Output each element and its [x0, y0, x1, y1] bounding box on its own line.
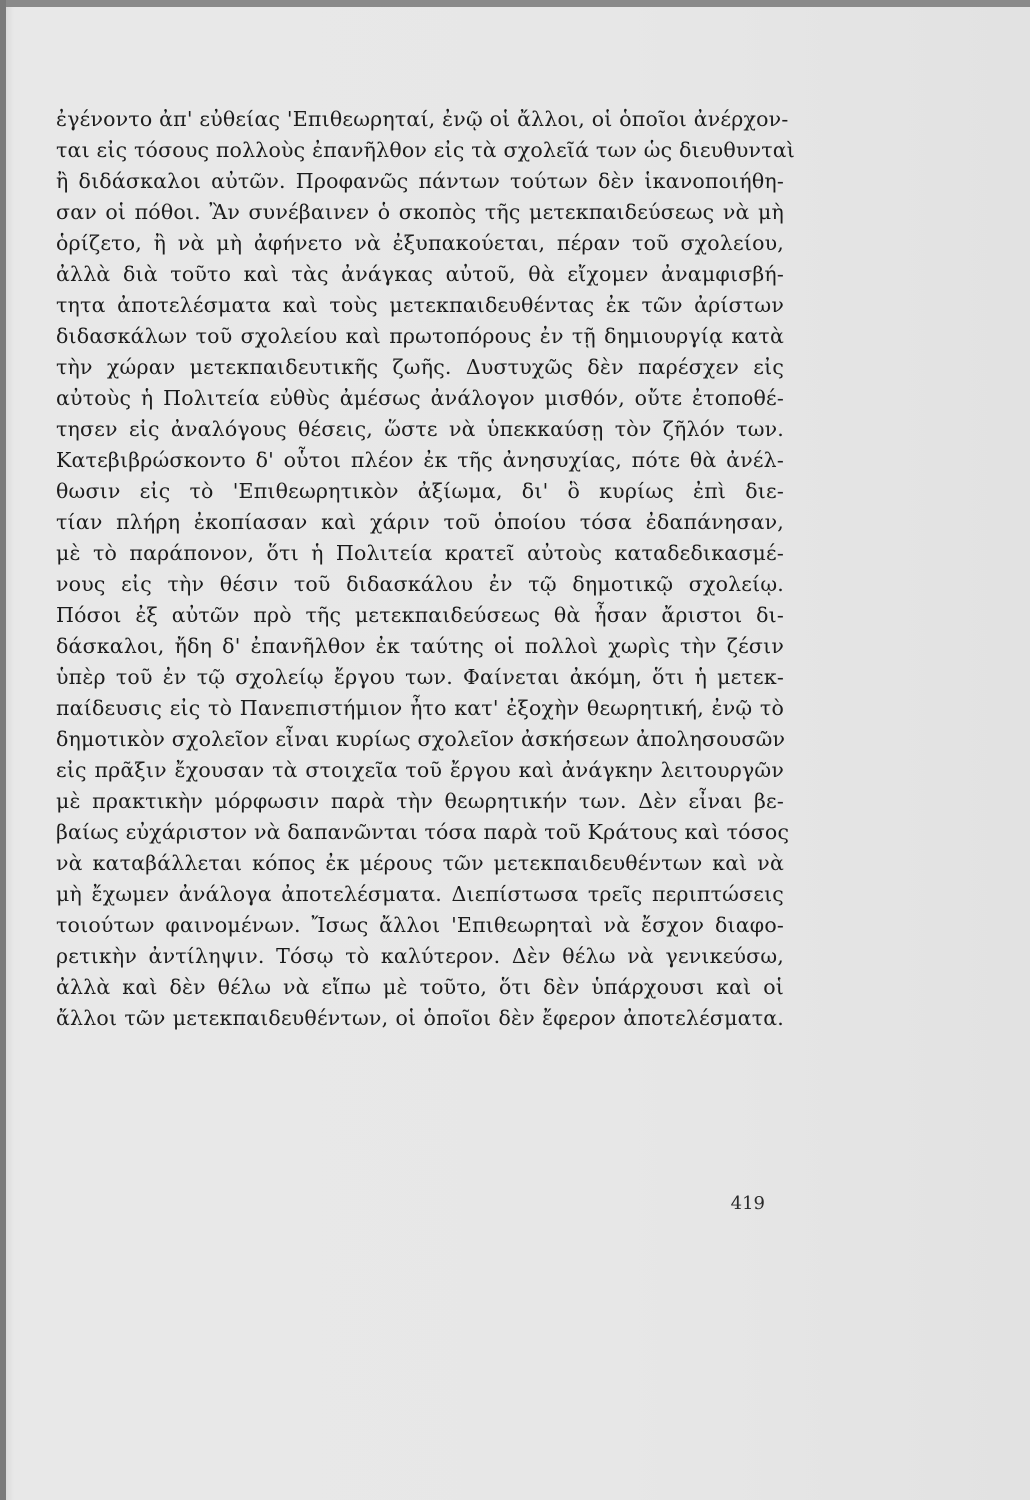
text-line: ἀλλὰ διὰ τοῦτο καὶ τὰς ἀνάγκας αὐτοῦ, θὰ εἴχομεν ἀναμφισβή- — [56, 262, 784, 286]
text-line: τοιούτων φαινομένων. Ἴσως ἄλλοι 'Επιθεωρηταὶ νὰ ἔσχον διαφο- — [56, 913, 784, 937]
text-line: τητα ἀποτελέσματα καὶ τοὺς μετεκπαιδευθέντας ἐκ τῶν ἀρίστων — [56, 293, 784, 317]
text-line: νους εἰς τὴν θέσιν τοῦ διδασκάλου ἐν τῷ δημοτικῷ σχολείῳ. — [56, 572, 784, 596]
text-line: Κατεβιβρώσκοντο δ' οὗτοι πλέον ἐκ τῆς ἀνησυχίας, πότε θὰ ἀνέλ- — [56, 448, 784, 472]
text-line: μὲ πρακτικὴν μόρφωσιν παρὰ τὴν θεωρητικήν των. Δὲν εἶναι βε- — [56, 789, 784, 813]
text-line: βαίως εὐχάριστον νὰ δαπανῶνται τόσα παρὰ τοῦ Κράτους καὶ τόσος — [56, 820, 790, 844]
text-line: τίαν πλήρη ἐκοπίασαν καὶ χάριν τοῦ ὁποίου τόσα ἐδαπάνησαν, — [56, 510, 784, 534]
text-line: μὴ ἔχωμεν ἀνάλογα ἀποτελέσματα. Διεπίστωσα τρεῖς περιπτώσεις — [56, 882, 784, 906]
text-line: μὲ τὸ παράπονον, ὅτι ἡ Πολιτεία κρατεῖ αὐτοὺς καταδεδικασμέ- — [56, 541, 784, 565]
text-line: νὰ καταβάλλεται κόπος ἐκ μέρους τῶν μετεκπαιδευθέντων καὶ νὰ — [56, 851, 784, 875]
text-line: παίδευσις εἰς τὸ Πανεπιστήμιον ἦτο κατ' ἐξοχὴν θεωρητική, ἐνῷ τὸ — [56, 696, 784, 720]
text-line: δημοτικὸν σχολεῖον εἶναι κυρίως σχολεῖον ἀσκήσεων ἀπολησουσῶν — [56, 727, 786, 751]
text-line: αὐτοὺς ἡ Πολιτεία εὐθὺς ἀμέσως ἀνάλογον μισθόν, οὔτε ἐτοποθέ- — [56, 386, 784, 410]
text-line: ὁρίζετο, ἢ νὰ μὴ ἀφήνετο νὰ ἐξυπακούεται, πέραν τοῦ σχολείου, — [56, 231, 784, 255]
text-line: εἰς πρᾶξιν ἔχουσαν τὰ στοιχεῖα τοῦ ἔργου καὶ ἀνάγκην λειτουργῶν — [56, 758, 784, 782]
text-line: ὑπὲρ τοῦ ἐν τῷ σχολείῳ ἔργου των. Φαίνεται ἀκόμη, ὅτι ἡ μετεκ- — [56, 665, 784, 689]
page-top-edge — [0, 0, 1030, 7]
text-line: Πόσοι ἐξ αὐτῶν πρὸ τῆς μετεκπαιδεύσεως θὰ ἦσαν ἄριστοι δι- — [56, 603, 784, 627]
text-line: δάσκαλοι, ἤδη δ' ἐπανῆλθον ἐκ ταύτης οἱ πολλοὶ χωρὶς τὴν ζέσιν — [56, 634, 784, 658]
text-line: τησεν εἰς ἀναλόγους θέσεις, ὥστε νὰ ὑπεκκαύσῃ τὸν ζῆλόν των. — [56, 417, 784, 441]
text-line: ἐγένοντο ἀπ' εὐθείας 'Επιθεωρηταί, ἐνῷ οἱ ἄλλοι, οἱ ὁποῖοι ἀνέρχον- — [56, 107, 789, 131]
text-line: θωσιν εἰς τὸ 'Επιθεωρητικὸν ἀξίωμα, δι' ὃ κυρίως ἐπὶ διε- — [56, 479, 784, 503]
body-text — [56, 104, 796, 1034]
text-line: ἢ διδάσκαλοι αὐτῶν. Προφανῶς πάντων τούτων δὲν ἱκανοποιήθη- — [56, 169, 784, 193]
text-line: τὴν χώραν μετεκπαιδευτικῆς ζωῆς. Δυστυχῶς δὲν παρέσχεν εἰς — [56, 355, 784, 379]
text-line: ρετικὴν ἀντίληψιν. Τόσῳ τὸ καλύτερον. Δὲν θέλω νὰ γενικεύσω, — [56, 944, 784, 968]
text-line: διδασκάλων τοῦ σχολείου καὶ πρωτοπόρους ἐν τῇ δημιουργίᾳ κατὰ — [56, 324, 784, 348]
text-line: ἄλλοι τῶν μετεκπαιδευθέντων, οἱ ὁποῖοι δὲν ἔφερον ἀποτελέσματα. — [56, 1006, 784, 1030]
text-line: ἀλλὰ καὶ δὲν θέλω νὰ εἴπω μὲ τοῦτο, ὅτι δὲν ὑπάρχουσι καὶ οἱ — [56, 975, 784, 999]
page-number: 419 — [730, 1193, 765, 1214]
book-spine — [0, 0, 6, 1500]
text-line: σαν οἱ πόθοι. Ἂν συνέβαινεν ὁ σκοπὸς τῆς μετεκπαιδεύσεως νὰ μὴ — [56, 200, 784, 224]
text-line: ται εἰς τόσους πολλοὺς ἐπανῆλθον εἰς τὰ σχολεῖά των ὡς διευθυνταὶ — [56, 138, 796, 162]
